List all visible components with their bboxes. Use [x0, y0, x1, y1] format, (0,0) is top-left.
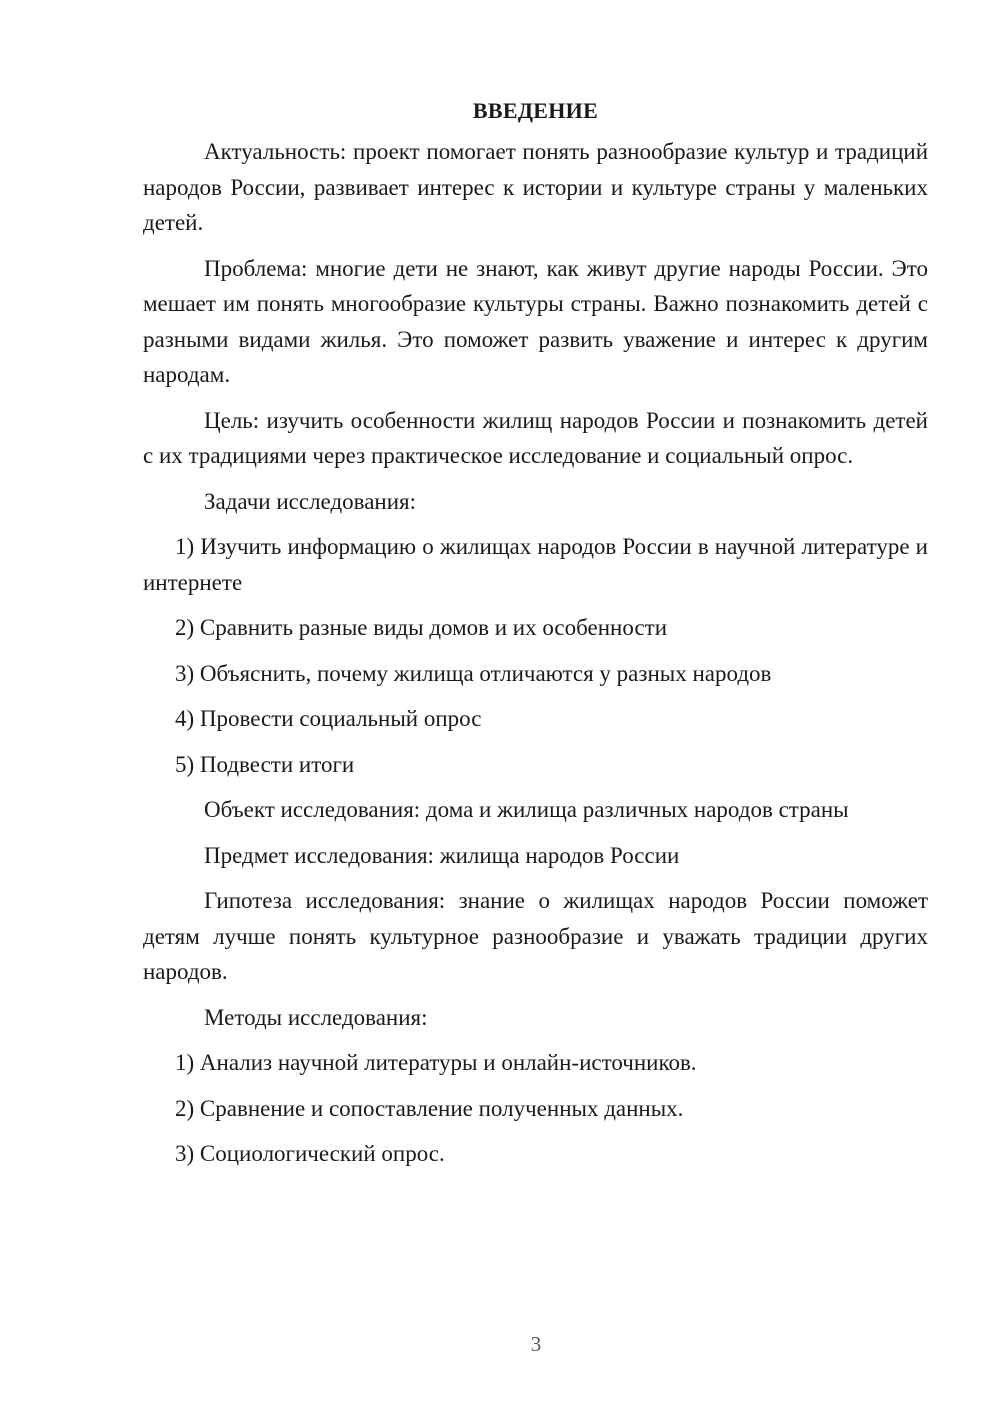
method-item: 2) Сравнение и сопоставление полученных данных. [175, 1095, 684, 1121]
hypothesis-paragraph: Гипотеза исследования: знание о жилищах народов России поможет детям лучше понять культурное разнообразие и уважать традиции других народов. [143, 888, 928, 984]
task-item: 1) Изучить информацию о жилищах народов России в научной литературе и интернете [143, 534, 928, 595]
method-item: 3) Социологический опрос. [175, 1141, 445, 1166]
page-number: 3 [530, 1332, 542, 1356]
task-item: 3) Объяснить, почему жилища отличаются у разных народов [175, 660, 772, 686]
methods-heading: Методы исследования: [204, 1004, 428, 1030]
task-item: 5) Подвести итоги [175, 751, 355, 777]
method-item: 1) Анализ научной литературы и онлайн-источников. [175, 1050, 697, 1075]
page-content [143, 94, 928, 1182]
goal-paragraph: Цель: изучить особенности жилищ народов России и познакомить детей с их традициями через практическое исследование и социальный опрос. [143, 407, 928, 468]
research-subject: Предмет исследования: жилища народов России [204, 842, 680, 868]
problem-paragraph: Проблема: многие дети не знают, как живут другие народы России. Это мешает им понять многообразие культуры страны. Важно познакомить детей с разными видами жилья. Это поможет развить уважение и интерес к другим народам. [143, 255, 928, 387]
tasks-heading: Задачи исследования: [204, 488, 417, 514]
research-object: Объект исследования: дома и жилища различных народов страны [204, 797, 849, 822]
relevance-paragraph: Актуальность: проект помогает понять разнообразие культур и традиций народов России, развивает интерес к истории и культуре страны у маленьких детей. [143, 139, 928, 235]
task-item: 4) Провести социальный опрос [175, 706, 482, 731]
page-title: ВВЕДЕНИЕ [472, 98, 599, 123]
task-item: 2) Сравнить разные виды домов и их особенности [175, 615, 668, 640]
